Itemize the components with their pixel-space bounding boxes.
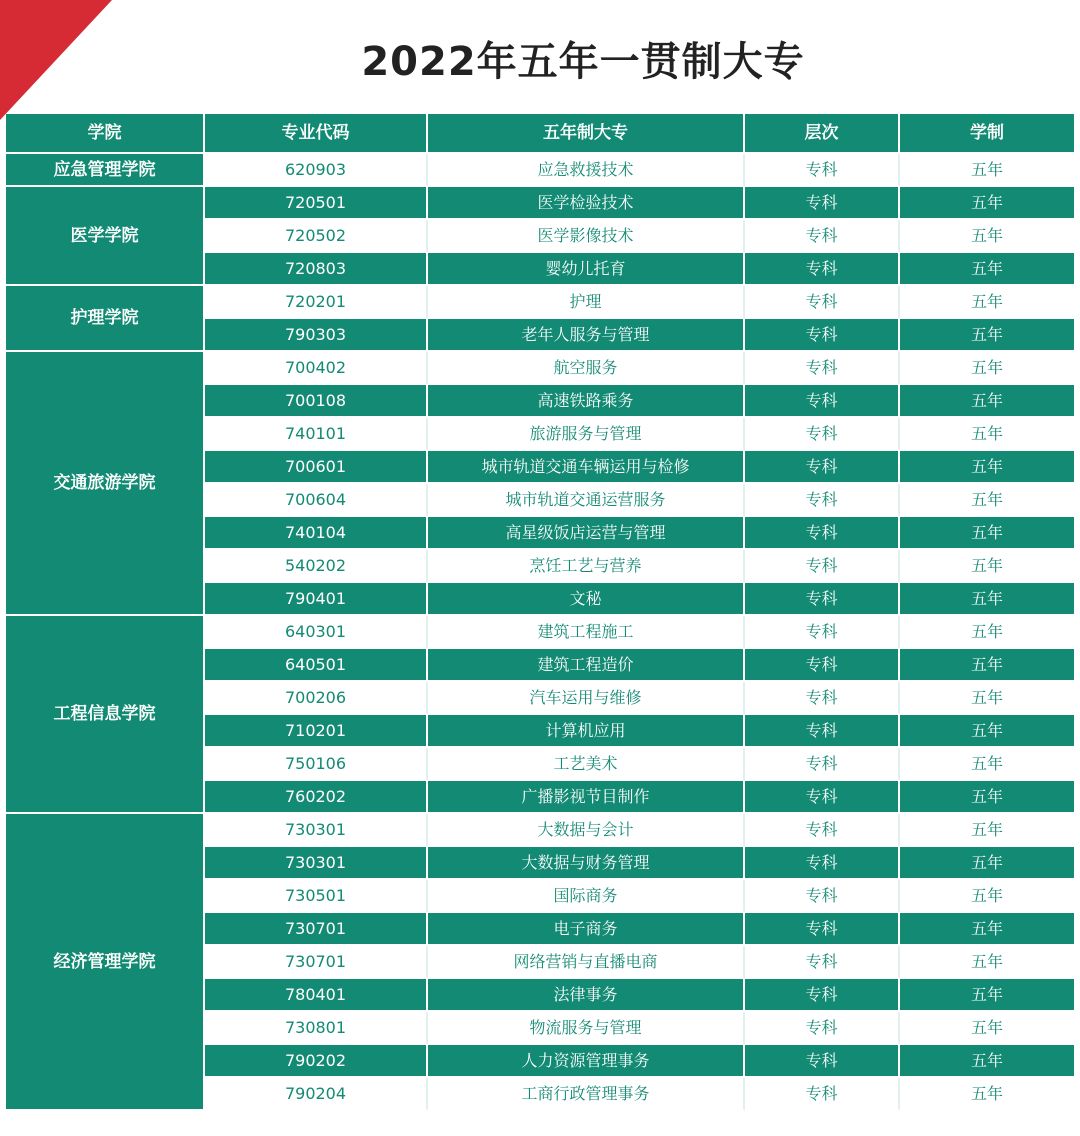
major-code-cell: 790204: [205, 1078, 428, 1111]
duration-cell: 五年: [900, 616, 1074, 649]
major-code-cell: 620903: [205, 154, 428, 187]
level-cell: 专科: [745, 880, 900, 913]
level-cell: 专科: [745, 616, 900, 649]
level-cell: 专科: [745, 748, 900, 781]
major-name-cell: 人力资源管理事务: [428, 1045, 745, 1078]
major-name-cell: 工艺美术: [428, 748, 745, 781]
duration-cell: 五年: [900, 847, 1074, 880]
table-row: [6, 286, 1074, 319]
major-code-cell: 740104: [205, 517, 428, 550]
duration-cell: 五年: [900, 682, 1074, 715]
level-cell: 专科: [745, 418, 900, 451]
table-row: [6, 616, 1074, 649]
major-code-cell: 730801: [205, 1012, 428, 1045]
level-cell: 专科: [745, 649, 900, 682]
table-row: [6, 154, 1074, 187]
duration-cell: 五年: [900, 154, 1074, 187]
level-cell: 专科: [745, 946, 900, 979]
major-code-cell: 700108: [205, 385, 428, 418]
duration-cell: 五年: [900, 649, 1074, 682]
major-name-cell: 建筑工程施工: [428, 616, 745, 649]
duration-cell: 五年: [900, 451, 1074, 484]
major-code-cell: 700604: [205, 484, 428, 517]
duration-cell: 五年: [900, 979, 1074, 1012]
major-name-cell: 城市轨道交通运营服务: [428, 484, 745, 517]
level-cell: 专科: [745, 286, 900, 319]
level-cell: 专科: [745, 814, 900, 847]
level-cell: 专科: [745, 187, 900, 220]
duration-cell: 五年: [900, 550, 1074, 583]
header-code: 专业代码: [205, 114, 428, 154]
level-cell: 专科: [745, 220, 900, 253]
table-header: [6, 114, 1074, 154]
major-code-cell: 790401: [205, 583, 428, 616]
level-cell: 专科: [745, 781, 900, 814]
table-row: [6, 352, 1074, 385]
college-cell: 应急管理学院: [6, 154, 205, 187]
duration-cell: 五年: [900, 1012, 1074, 1045]
major-code-cell: 730301: [205, 847, 428, 880]
major-name-cell: 老年人服务与管理: [428, 319, 745, 352]
major-code-cell: 730701: [205, 913, 428, 946]
header-duration: 学制: [900, 114, 1074, 154]
level-cell: 专科: [745, 979, 900, 1012]
major-name-cell: 文秘: [428, 583, 745, 616]
level-cell: 专科: [745, 517, 900, 550]
major-name-cell: 电子商务: [428, 913, 745, 946]
major-name-cell: 广播影视节目制作: [428, 781, 745, 814]
level-cell: 专科: [745, 550, 900, 583]
major-name-cell: 法律事务: [428, 979, 745, 1012]
major-name-cell: 国际商务: [428, 880, 745, 913]
major-name-cell: 高星级饭店运营与管理: [428, 517, 745, 550]
major-code-cell: 780401: [205, 979, 428, 1012]
table-body: [6, 154, 1074, 1111]
duration-cell: 五年: [900, 286, 1074, 319]
page-title: 2022年五年一贯制大专: [361, 39, 805, 85]
duration-cell: 五年: [900, 484, 1074, 517]
major-code-cell: 720803: [205, 253, 428, 286]
duration-cell: 五年: [900, 583, 1074, 616]
major-code-cell: 740101: [205, 418, 428, 451]
duration-cell: 五年: [900, 946, 1074, 979]
major-name-cell: 城市轨道交通车辆运用与检修: [428, 451, 745, 484]
level-cell: 专科: [745, 451, 900, 484]
major-code-cell: 640501: [205, 649, 428, 682]
level-cell: 专科: [745, 154, 900, 187]
level-cell: 专科: [745, 715, 900, 748]
level-cell: 专科: [745, 253, 900, 286]
level-cell: 专科: [745, 682, 900, 715]
level-cell: 专科: [745, 352, 900, 385]
college-cell: 护理学院: [6, 286, 205, 352]
major-name-cell: 航空服务: [428, 352, 745, 385]
major-name-cell: 旅游服务与管理: [428, 418, 745, 451]
major-name-cell: 计算机应用: [428, 715, 745, 748]
level-cell: 专科: [745, 1078, 900, 1111]
major-name-cell: 烹饪工艺与营养: [428, 550, 745, 583]
level-cell: 专科: [745, 913, 900, 946]
major-code-cell: 730701: [205, 946, 428, 979]
header-row: [6, 114, 1074, 154]
level-cell: 专科: [745, 385, 900, 418]
major-name-cell: 医学检验技术: [428, 187, 745, 220]
major-code-cell: 720501: [205, 187, 428, 220]
major-code-cell: 700402: [205, 352, 428, 385]
duration-cell: 五年: [900, 814, 1074, 847]
major-code-cell: 700206: [205, 682, 428, 715]
major-name-cell: 物流服务与管理: [428, 1012, 745, 1045]
major-code-cell: 540202: [205, 550, 428, 583]
duration-cell: 五年: [900, 880, 1074, 913]
level-cell: 专科: [745, 1045, 900, 1078]
major-name-cell: 网络营销与直播电商: [428, 946, 745, 979]
duration-cell: 五年: [900, 781, 1074, 814]
level-cell: 专科: [745, 847, 900, 880]
duration-cell: 五年: [900, 715, 1074, 748]
level-cell: 专科: [745, 319, 900, 352]
major-name-cell: 工商行政管理事务: [428, 1078, 745, 1111]
duration-cell: 五年: [900, 253, 1074, 286]
major-name-cell: 护理: [428, 286, 745, 319]
college-cell: 工程信息学院: [6, 616, 205, 814]
duration-cell: 五年: [900, 913, 1074, 946]
major-code-cell: 710201: [205, 715, 428, 748]
table-row: [6, 814, 1074, 847]
level-cell: 专科: [745, 1012, 900, 1045]
major-name-cell: 建筑工程造价: [428, 649, 745, 682]
college-cell: 交通旅游学院: [6, 352, 205, 616]
major-code-cell: 790202: [205, 1045, 428, 1078]
college-cell: 经济管理学院: [6, 814, 205, 1111]
header-level: 层次: [745, 114, 900, 154]
major-code-cell: 730501: [205, 880, 428, 913]
table-row: [6, 187, 1074, 220]
duration-cell: 五年: [900, 385, 1074, 418]
major-name-cell: 大数据与会计: [428, 814, 745, 847]
header-college: 学院: [6, 114, 205, 154]
major-code-cell: 720201: [205, 286, 428, 319]
duration-cell: 五年: [900, 748, 1074, 781]
major-name-cell: 高速铁路乘务: [428, 385, 745, 418]
majors-table: [6, 114, 1074, 1111]
major-code-cell: 750106: [205, 748, 428, 781]
duration-cell: 五年: [900, 220, 1074, 253]
duration-cell: 五年: [900, 1078, 1074, 1111]
major-name-cell: 医学影像技术: [428, 220, 745, 253]
duration-cell: 五年: [900, 352, 1074, 385]
duration-cell: 五年: [900, 1045, 1074, 1078]
major-code-cell: 760202: [205, 781, 428, 814]
major-name-cell: 大数据与财务管理: [428, 847, 745, 880]
duration-cell: 五年: [900, 517, 1074, 550]
duration-cell: 五年: [900, 319, 1074, 352]
major-code-cell: 700601: [205, 451, 428, 484]
duration-cell: 五年: [900, 187, 1074, 220]
major-code-cell: 730301: [205, 814, 428, 847]
major-name-cell: 婴幼儿托育: [428, 253, 745, 286]
level-cell: 专科: [745, 583, 900, 616]
major-code-cell: 640301: [205, 616, 428, 649]
level-cell: 专科: [745, 484, 900, 517]
major-code-cell: 790303: [205, 319, 428, 352]
duration-cell: 五年: [900, 418, 1074, 451]
major-code-cell: 720502: [205, 220, 428, 253]
major-name-cell: 汽车运用与维修: [428, 682, 745, 715]
major-name-cell: 应急救援技术: [428, 154, 745, 187]
header-major: 五年制大专: [428, 114, 745, 154]
college-cell: 医学学院: [6, 187, 205, 286]
